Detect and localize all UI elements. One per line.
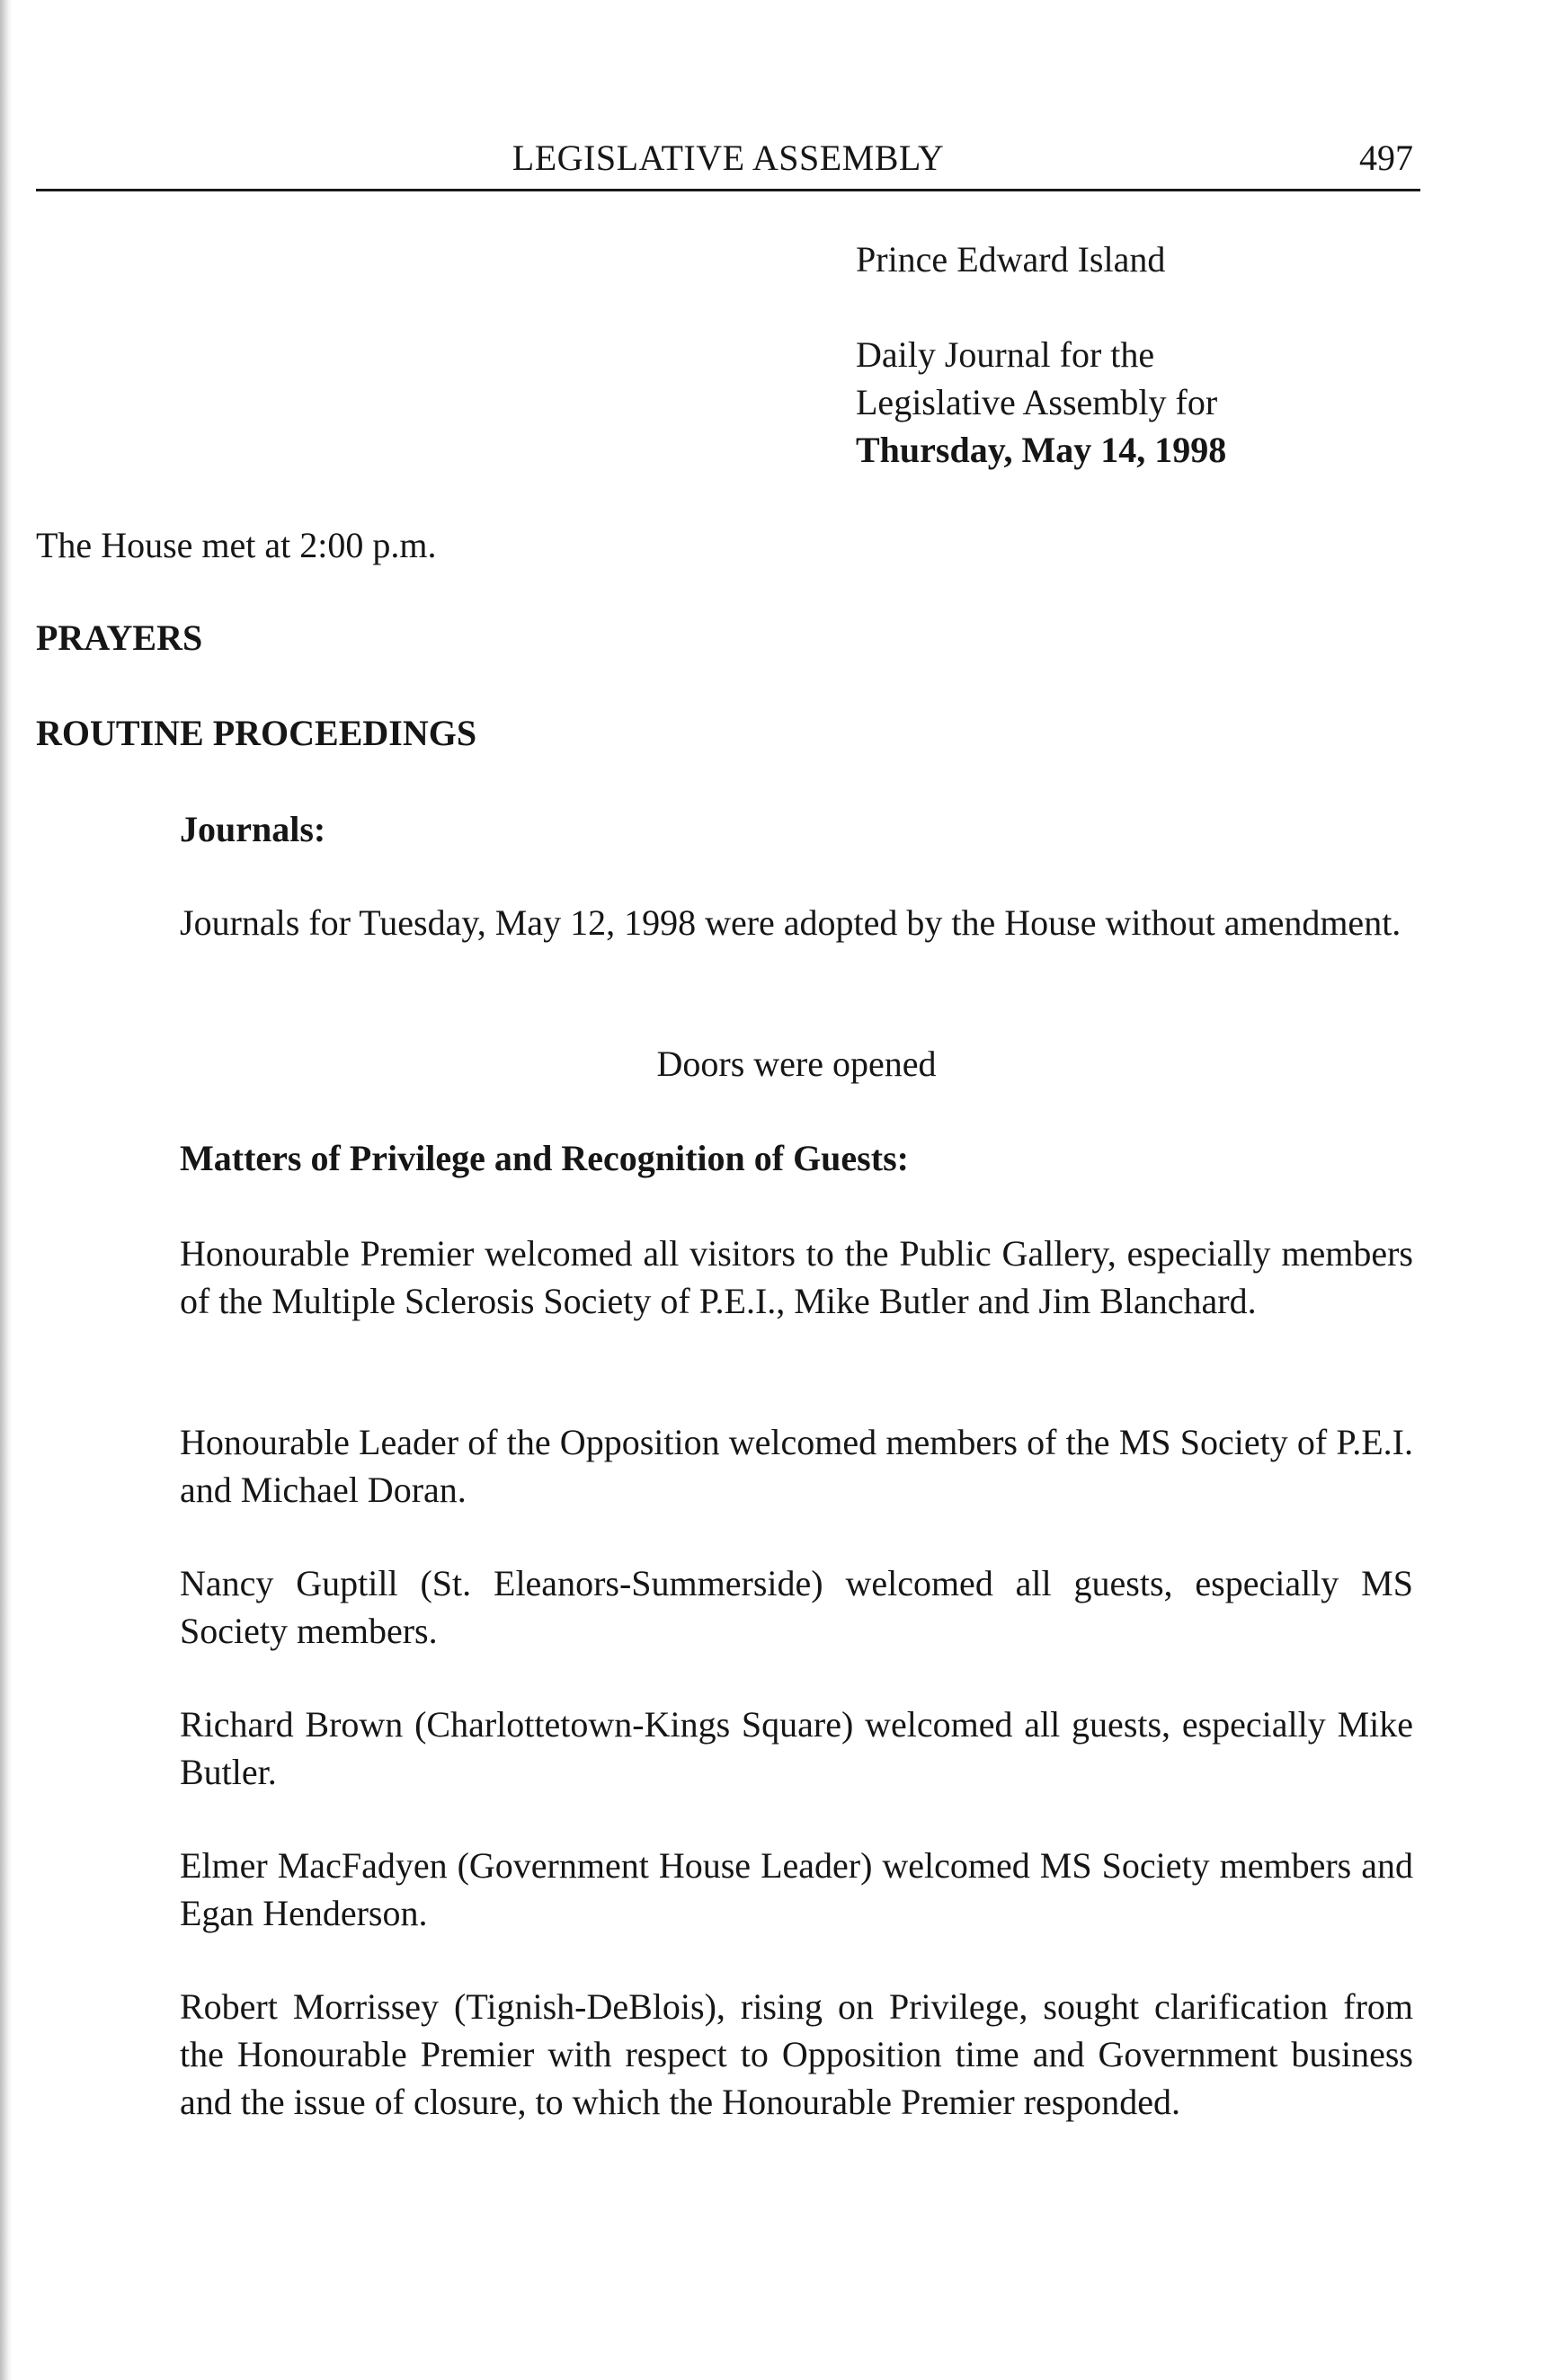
province-name: Prince Edward Island [856,239,1166,280]
page-header [36,137,1420,191]
prayers-heading: PRAYERS [36,617,203,658]
privilege-paragraph-guptill: Nancy Guptill (St. Eleanors-Summerside) welcomed all guests, especially MS Society members. [180,1563,1413,1651]
doors-opened-note: Doors were opened [656,1043,937,1084]
journals-paragraph: Journals for Tuesday, May 12, 1998 were adopted by the House without amendment. [180,902,1401,943]
page-number: 497 [1359,138,1413,178]
privilege-paragraph-morrissey: Robert Morrissey (Tignish-DeBlois), rising on Privilege, sought clarification from the Honourable Premier with respect to Opposition time and Government business and the issue of closure, to which the Honourable Premier responded. [180,1986,1413,2122]
journal-date: Thursday, May 14, 1998 [856,430,1227,470]
privilege-paragraph-opposition-leader: Honourable Leader of the Opposition welcomed members of the MS Society of P.E.I. and Michael Doran. [180,1422,1413,1510]
running-head: LEGISLATIVE ASSEMBLY [512,138,945,178]
journal-title-line1: Daily Journal for the [856,334,1155,375]
privilege-paragraph-brown: Richard Brown (Charlottetown-Kings Square) welcomed all guests, especially Mike Butler. [180,1704,1413,1792]
privilege-heading: Matters of Privilege and Recognition of Guests: [180,1138,909,1178]
privilege-paragraph-macfadyen: Elmer MacFadyen (Government House Leader) welcomed MS Society members and Egan Henderson. [180,1845,1413,1933]
privilege-paragraph-premier: Honourable Premier welcomed all visitors to the Public Gallery, especially members of the Multiple Sclerosis Society of P.E.I., Mike Butler and Jim Blanchard. [180,1233,1413,1321]
journals-heading: Journals: [180,809,326,849]
journal-title-line2: Legislative Assembly for [856,382,1218,422]
routine-proceedings-heading: ROUTINE PROCEEDINGS [36,713,477,753]
page-edge-shadow [0,0,13,2380]
house-met-time: The House met at 2:00 p.m. [36,525,437,565]
